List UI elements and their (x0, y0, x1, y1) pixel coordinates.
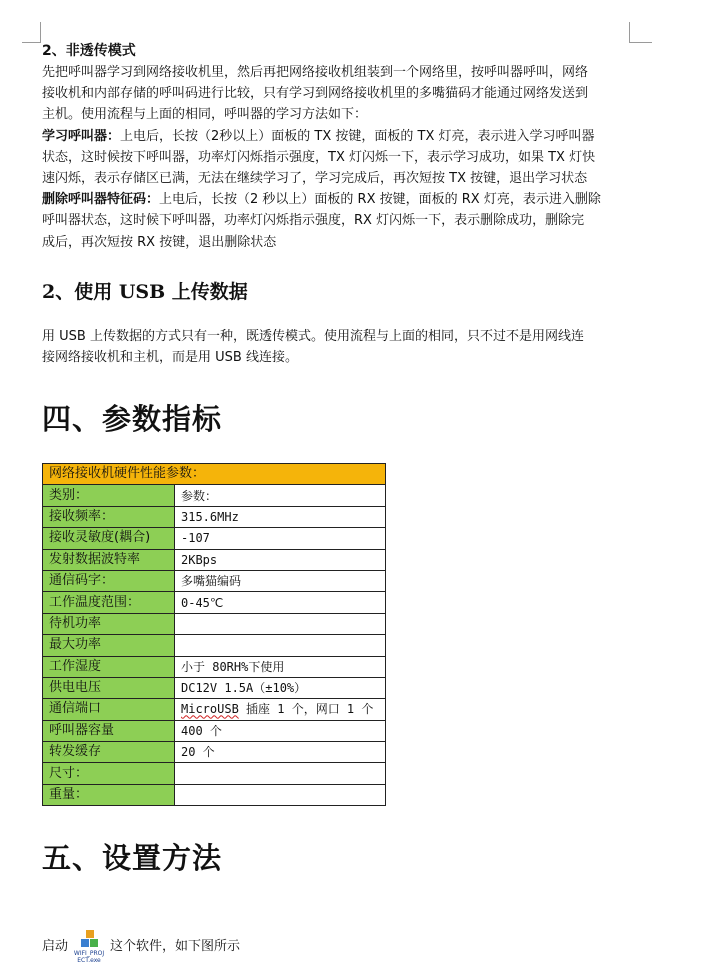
delete-label: 删除呼叫器特征码： (42, 192, 160, 208)
launch-text-after: 这个软件，如下图所示 (110, 939, 241, 954)
table-row (43, 699, 386, 720)
row-value (175, 784, 386, 805)
table-header-key: 类别： (43, 485, 175, 506)
text-line: 主机。使用流程与上面的相同，呼叫器的学习方法如下： (42, 107, 368, 123)
row-key: 待机功率 (43, 613, 175, 634)
table-row (43, 528, 386, 549)
row-value: 20 个 (175, 742, 386, 763)
text-line: 状态，这时候按下呼叫器，功率灯闪烁指示强度，TX 灯闪烁一下，表示学习成功，如果 TX 灯快 (42, 149, 596, 165)
table-row (43, 656, 386, 677)
heading-parameters: 四、参数指标 (42, 402, 223, 436)
exe-program-icon[interactable] (70, 930, 108, 964)
row-value: 400 个 (175, 720, 386, 741)
launch-line (42, 930, 240, 964)
row-value: 2KBps (175, 549, 386, 570)
heading-usb-upload: 2、使用 USB 上传数据 (42, 281, 248, 303)
text-line: 成后，再次短按 RX 按键，退出删除状态 (42, 234, 277, 250)
heading-setup-method: 五、设置方法 (42, 841, 223, 875)
table-header-row (43, 485, 386, 506)
row-key: 最大功率 (43, 635, 175, 656)
row-value: -107 (175, 528, 386, 549)
table-row (43, 549, 386, 570)
text-line (42, 189, 632, 210)
text-line (42, 126, 632, 147)
row-key: 工作温度范围： (43, 592, 175, 613)
text-line: 呼叫器状态，这时候下呼叫器，功率灯闪烁指示强度，RX 灯闪烁一下，表示删除成功，删除完 (42, 213, 585, 229)
row-value: 0-45℃ (175, 592, 386, 613)
row-key: 尺寸： (43, 763, 175, 784)
row-value (175, 635, 386, 656)
page-corner-mark-left (22, 22, 41, 43)
learn-label: 学习呼叫器： (42, 128, 121, 144)
table-row (43, 742, 386, 763)
paragraph-non-transparent-intro (42, 62, 632, 253)
table-row (43, 592, 386, 613)
table-row (43, 677, 386, 698)
row-value (175, 699, 386, 720)
table-title: 网络接收机硬件性能参数： (43, 464, 386, 485)
row-value: 小于 80RH%下使用 (175, 656, 386, 677)
table-row (43, 506, 386, 527)
table-row (43, 784, 386, 805)
text-line: 接网络接收机和主机，而是用 USB 线连接。 (42, 350, 298, 366)
row-key: 发射数据波特率 (43, 549, 175, 570)
table-row (43, 613, 386, 634)
table-row (43, 763, 386, 784)
exe-blocks-icon (81, 930, 99, 950)
exe-caption: WIFI_PROJ ECT.exe (73, 950, 105, 964)
learn-text: 上电后，长按（2秒以上）面板的 TX 按键，面板的 TX 灯亮，表示进入学习呼叫器 (120, 128, 595, 144)
row-key: 接收频率： (43, 506, 175, 527)
row-key: 通信端口 (43, 699, 175, 720)
text-line: 接收机和内部存储的呼叫码进行比较，只有学习到网络接收机里的多嘴猫码才能通过网络发送到 (42, 86, 589, 102)
row-value-rest: 插座 1 个，网口 1 个 (238, 702, 374, 717)
heading-non-transparent-mode: 2、非透传模式 (42, 43, 136, 59)
row-key: 转发缓存 (43, 742, 175, 763)
table-title-row (43, 464, 386, 485)
row-key: 供电电压 (43, 677, 175, 698)
delete-text: 上电后，长按（2 秒以上）面板的 RX 按键，面板的 RX 灯亮，表示进入删除 (159, 192, 601, 208)
text-line: 用 USB 上传数据的方式只有一种，既透传模式。使用流程与上面的相同，只不过不是用网线连 (42, 329, 584, 344)
page-corner-mark-right (629, 22, 652, 43)
spec-table (42, 463, 386, 806)
text-line: 先把呼叫器学习到网络接收机里，然后再把网络接收机组装到一个网络里，按呼叫器呼叫，网络 (42, 65, 589, 80)
row-value: 315.6MHz (175, 506, 386, 527)
table-row (43, 720, 386, 741)
row-value: DC12V 1.5A（±10%） (175, 677, 386, 698)
row-key: 接收灵敏度(耦合) (43, 528, 175, 549)
spellcheck-underlined-word: MicroUSB (181, 702, 239, 717)
row-value (175, 613, 386, 634)
table-row (43, 570, 386, 591)
row-key: 工作湿度 (43, 656, 175, 677)
paragraph-usb (42, 326, 632, 368)
row-key: 呼叫器容量 (43, 720, 175, 741)
row-value (175, 763, 386, 784)
text-line: 速闪烁，表示存储区已满，无法在继续学习了，学习完成后，再次短按 TX 按键，退出学习状态 (42, 171, 588, 187)
table-row (43, 635, 386, 656)
row-key: 重量： (43, 784, 175, 805)
row-value: 多嘴猫编码 (175, 570, 386, 591)
row-key: 通信码字： (43, 570, 175, 591)
table-header-value: 参数： (175, 485, 386, 506)
launch-text-before: 启动 (42, 939, 69, 954)
